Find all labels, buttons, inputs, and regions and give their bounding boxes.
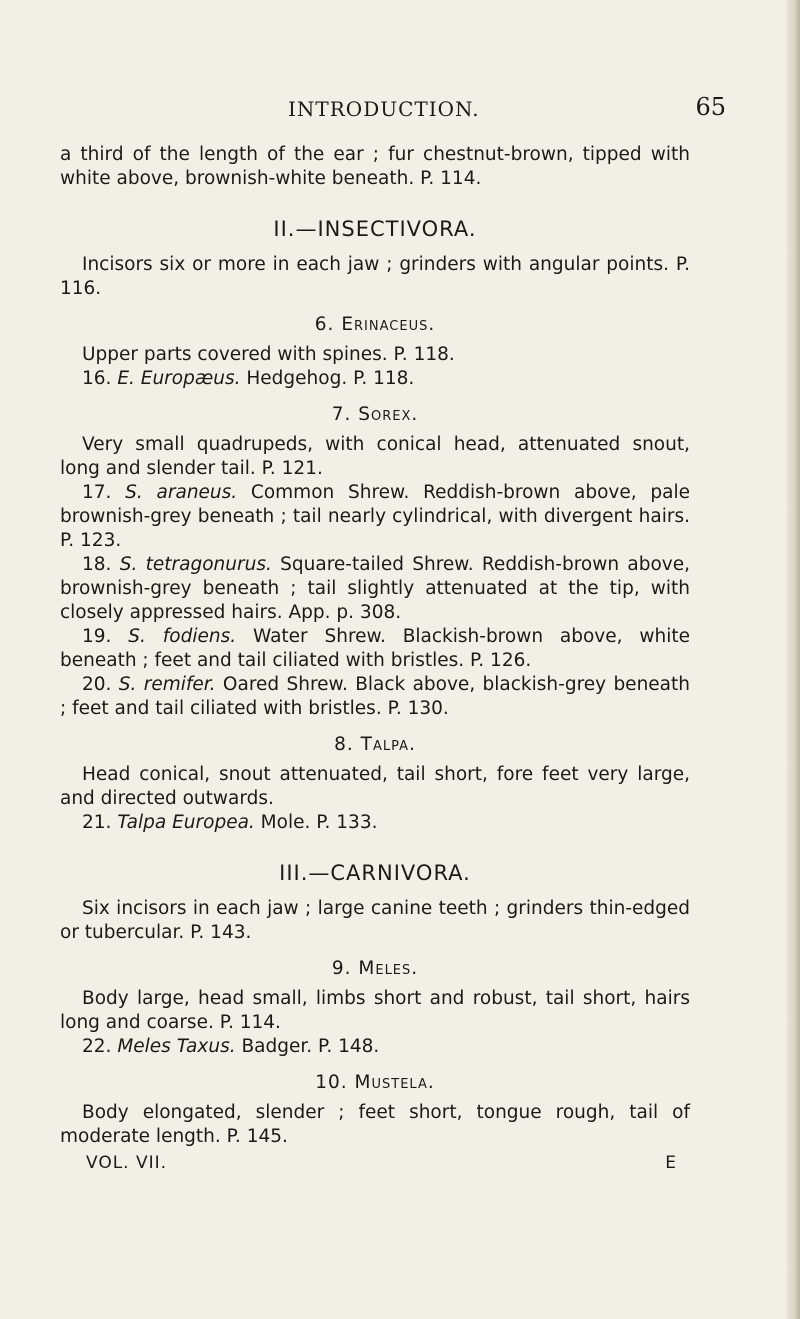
species-entry bbox=[60, 553, 690, 625]
genus-heading-mustela bbox=[60, 1071, 690, 1095]
species-entry bbox=[60, 1035, 690, 1059]
book-page bbox=[60, 0, 750, 1319]
species-number: 22. bbox=[82, 1036, 112, 1057]
species-text: Oared Shrew. Black above, blackish-grey beneath ; feet and tail ciliated with bristles. P. 130. bbox=[60, 674, 690, 719]
species-entry bbox=[60, 811, 690, 835]
genus-description-mustela: Body elongated, slender ; feet short, tongue rough, tail of moderate length. P. 145. bbox=[60, 1102, 690, 1147]
species-entry bbox=[60, 673, 690, 721]
species-name: S. fodiens. bbox=[128, 626, 237, 647]
species-name: E. Europæus. bbox=[117, 368, 241, 389]
genus-description-talpa: Head conical, snout attenuated, tail short, fore feet very large, and directed outwards. bbox=[60, 764, 690, 809]
species-name: Talpa Europea. bbox=[117, 812, 255, 833]
genus-name: Sorex. bbox=[358, 404, 419, 425]
order-heading-carnivora: III.—CARNIVORA. bbox=[279, 861, 471, 885]
intro-paragraph: a third of the length of the ear ; fur chestnut-brown, tipped with white above, brownish-white beneath. P. 114. bbox=[60, 144, 690, 189]
species-number: 21. bbox=[82, 812, 112, 833]
order-heading-insectivora: II.—INSECTIVORA. bbox=[273, 217, 477, 241]
species-text: Badger. P. 148. bbox=[235, 1036, 380, 1057]
page-number: 65 bbox=[695, 93, 726, 121]
species-text: Mole. P. 133. bbox=[254, 812, 378, 833]
species-text: Common Shrew. Reddish-brown above, pale brownish-grey beneath ; tail nearly cylindrical, with divergent hairs. P. 123. bbox=[60, 482, 690, 551]
genus-description-sorex: Very small quadrupeds, with conical head, attenuated snout, long and slender tail. P. 121. bbox=[60, 434, 690, 479]
species-name: S. tetragonurus. bbox=[119, 554, 272, 575]
species-entry bbox=[60, 625, 690, 673]
genus-number: 6. bbox=[314, 314, 335, 335]
order-description-carnivora: Six incisors in each jaw ; large canine teeth ; grinders thin-edged or tubercular. P. 143. bbox=[60, 898, 690, 943]
species-number: 16. bbox=[82, 368, 112, 389]
running-head bbox=[60, 93, 750, 127]
species-number: 19. bbox=[82, 626, 112, 647]
species-name: Meles Taxus. bbox=[117, 1036, 236, 1057]
species-text: Square-tailed Shrew. Reddish-brown above, brownish-grey beneath ; tail slightly attenuated at the tip, with closely appressed hairs. App. p. 308. bbox=[60, 554, 691, 623]
genus-heading-erinaceus bbox=[60, 313, 690, 337]
genus-name: Meles. bbox=[358, 958, 419, 979]
genus-name: Erinaceus. bbox=[341, 314, 436, 335]
page-footer bbox=[60, 1151, 690, 1175]
genus-number: 10. bbox=[315, 1072, 348, 1093]
genus-number: 8. bbox=[334, 734, 354, 755]
genus-description-erinaceus: Upper parts covered with spines. P. 118. bbox=[82, 344, 455, 365]
species-entry bbox=[60, 481, 690, 553]
genus-name: Talpa. bbox=[360, 734, 416, 755]
species-entry bbox=[60, 367, 690, 391]
genus-heading-meles bbox=[60, 957, 690, 981]
species-number: 18. bbox=[82, 554, 112, 575]
genus-description-meles: Body large, head small, limbs short and robust, tail short, hairs long and coarse. P. 114. bbox=[60, 988, 690, 1033]
page-edge bbox=[786, 0, 800, 1319]
genus-number: 9. bbox=[331, 958, 352, 979]
genus-number: 7. bbox=[331, 404, 352, 425]
species-text: Hedgehog. P. 118. bbox=[240, 368, 415, 389]
order-description-insectivora: Incisors six or more in each jaw ; grinders with angular points. P. 116. bbox=[60, 254, 690, 299]
species-text: Water Shrew. Blackish-brown above, white beneath ; feet and tail ciliated with bristles. P. 126. bbox=[60, 626, 690, 671]
genus-name: Mustela. bbox=[354, 1072, 435, 1093]
running-head-title: INTRODUCTION. bbox=[288, 97, 480, 121]
genus-heading-talpa bbox=[60, 733, 690, 757]
signature-mark: E bbox=[665, 1153, 676, 1173]
species-number: 20. bbox=[82, 674, 112, 695]
species-number: 17. bbox=[82, 482, 112, 503]
species-name: S. araneus. bbox=[125, 482, 238, 503]
species-name: S. remifer. bbox=[118, 674, 216, 695]
volume-label: VOL. VII. bbox=[86, 1153, 168, 1173]
body-text bbox=[60, 143, 690, 1175]
genus-heading-sorex bbox=[60, 403, 690, 427]
